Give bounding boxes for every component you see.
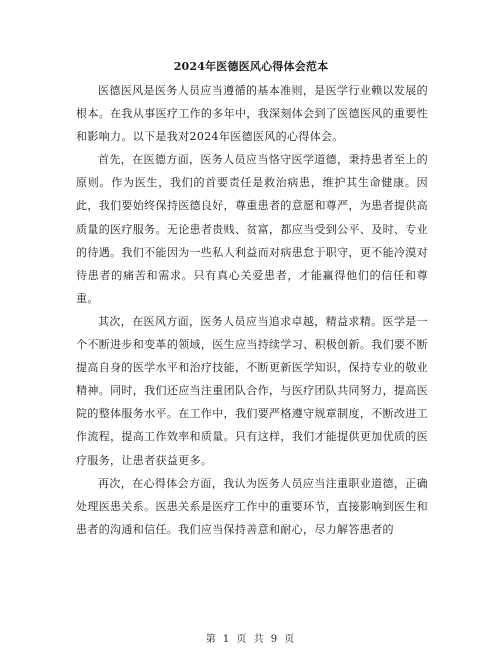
paragraph: 首先，在医德方面，医务人员应当恪守医学道德，秉持患者至上的原则。作为医生，我们的首要责任是救治病患，维护其生命健康。因此，我们要始终保持医德良好，尊重患者的意愿和尊严，为患者提供高质量的医疗服务。无论患者贵贱、贫富，都应当受到公平、及时、专业的待遇。我们不能因为一些私人利益而对病患怠于职守，更不能冷漠对待患者的痛苦和需求。只有真心关爱患者，才能赢得他们的信任和尊重。	[76, 153, 428, 305]
paragraph: 其次，在医风方面，医务人员应当追求卓越，精益求精。医学是一个不断进步和变革的领域，医生应当持续学习、积极创新。我们要不断提高自身的医学水平和治疗技能，不断更新医学知识，保持专业的敬业精神。同时，我们还应当注重团队合作，与医疗团队共同努力，提高医院的整体服务水平。在工作中，我们要严格遵守规章制度，不断改进工作流程，提高工作效率和质量。只有这样，我们才能提供更加优质的医疗服务，让患者获益更多。	[76, 314, 428, 467]
document-title: 2024年医德医风心得体会范本	[173, 60, 329, 73]
paragraph: 医德医风是医务人员应当遵循的基本准则，是医学行业赖以发展的根本。在我从事医疗工作的多年中，我深刻体会到了医德医风的重要性和影响力。以下是我对2024年医德医风的心得体会。	[76, 84, 428, 144]
document-body	[76, 79, 428, 541]
page-footer: 第 1 页 共 9 页	[205, 634, 297, 645]
paragraph: 再次，在心得体会方面，我认为医务人员应当注重职业道德，正确处理医患关系。医患关系是医疗工作中的重要环节，直接影响到医生和患者的沟通和信任。我们应当保持善意和耐心，尽力解答患者的	[76, 476, 428, 536]
